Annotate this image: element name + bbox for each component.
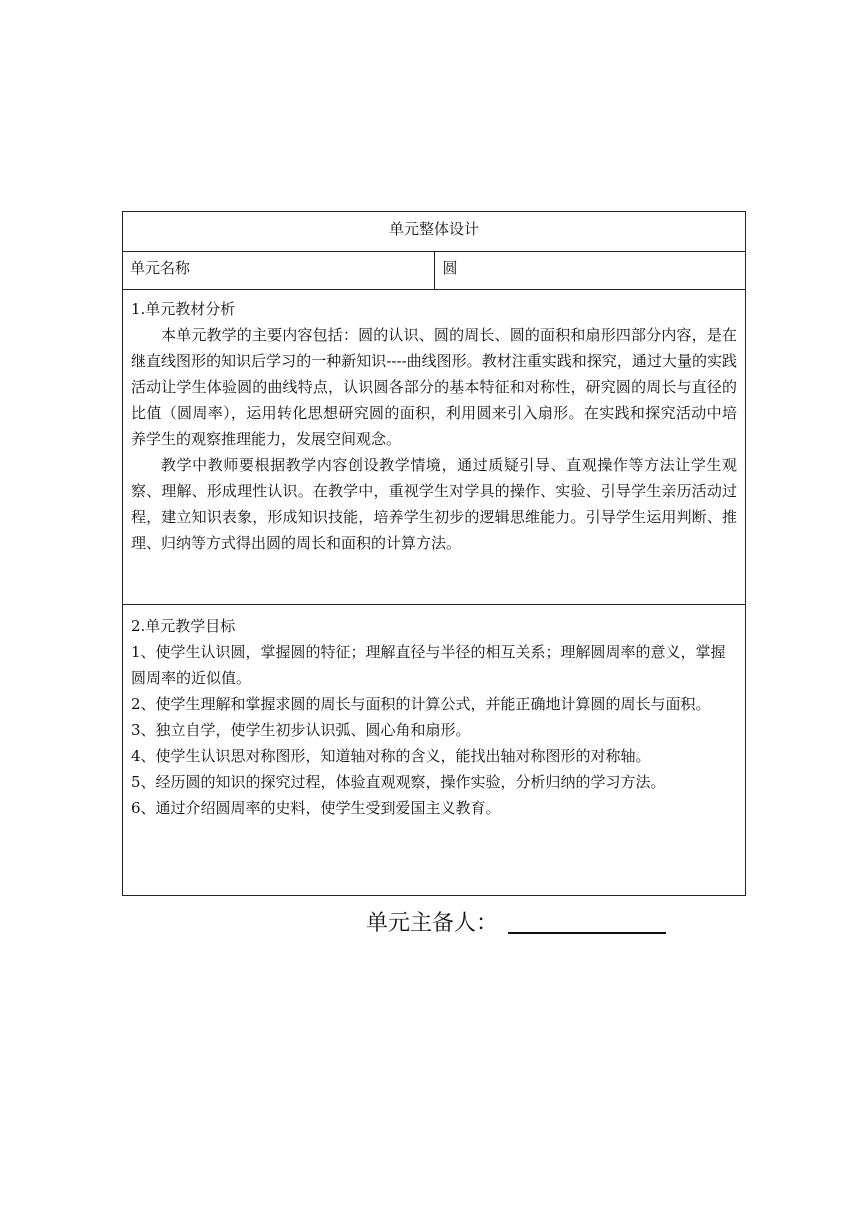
unit-name-value: 圆 [434,252,746,290]
unit-name-label: 单元名称 [123,252,435,290]
goal-item: 4、使学生认识思对称图形，知道轴对称的含义，能找出轴对称图形的对称轴。 [131,747,651,765]
analysis-section [123,290,746,605]
analysis-paragraph: 本单元教学的主要内容包括：圆的认识、圆的周长、圆的面积和扇形四部分内容，是在继直线图形的知识后学习的一种新知识----曲线图形。教材注重实践和探究，通过大量的实践活动让学生体验圆的曲线特点，认识圆各部分的基本特征和对称性，研究圆的周长与直径的比值（圆周率），运用转化思想研究圆的面积，利用圆来引入扇形。在实践和探究活动中培养学生的观察推理能力，发展空间观念。 [131,326,737,448]
unit-design-table [122,211,746,896]
analysis-paragraph: 教学中教师要根据教学内容创设教学情境，通过质疑引导、直观操作等方法让学生观察、理解、形成理性认识。在教学中，重视学生对学具的操作、实验、引导学生亲历活动过程，建立知识表象，形成知识技能，培养学生初步的逻辑思维能力。引导学生运用判断、推理、归纳等方式得出圆的周长和面积的计算方法。 [131,456,737,552]
goals-section [123,605,746,896]
goals-heading: 2.单元教学目标 [131,617,236,635]
analysis-heading: 1.单元教材分析 [131,300,236,318]
goal-item: 2、使学生理解和掌握求圆的周长与面积的计算公式，并能正确地计算圆的周长与面积。 [131,695,711,713]
preparer-label: 单元主备人： [366,911,499,936]
table-title: 单元整体设计 [123,212,746,252]
goal-item: 5、经历圆的知识的探究过程，体验直观观察，操作实验，分析归纳的学习方法。 [131,773,666,791]
goal-item: 1、使学生认识圆，掌握圆的特征；理解直径与半径的相互关系；理解圆周率的意义，掌握圆周率的近似值。 [131,643,726,687]
goal-item: 3、独立自学，使学生初步认识弧、圆心角和扇形。 [131,721,471,739]
goal-item: 6、通过介绍圆周率的史料，使学生受到爱国主义教育。 [131,799,501,817]
signature-line [508,932,666,934]
